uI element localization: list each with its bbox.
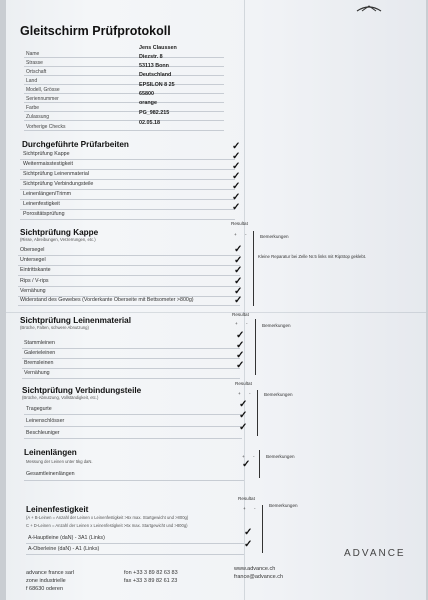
row-line (24, 426, 242, 427)
section-heading-leinenmaterial: Sichtprüfung Leinenmaterial (20, 316, 131, 325)
footer-phone: fon +33 3 89 82 63 83 (124, 570, 178, 576)
advance-logo-icon (356, 5, 382, 17)
remark-text: Kleine Reparatur bei Zelle Nr.5 links mit RipStop geklebt. (258, 254, 367, 259)
section-note: (A + B-Leinen = Anzahl der Leinen x Leinenfestigkeit >6x max. Startgewicht und >800g) (26, 515, 189, 520)
row-line (24, 102, 224, 103)
check-mark-icon: ✓ (236, 360, 245, 371)
row-line (24, 93, 224, 94)
kappe-item: Untersegel (20, 257, 46, 263)
row-line (24, 75, 224, 76)
check-mark-icon: ✓ (232, 181, 241, 192)
section-subtitle: (Brüche, Falten, schwere Abnutzung) (20, 325, 89, 330)
verbindung-item: Leinenschlösser (26, 418, 65, 424)
check-mark-icon: ✓ (244, 539, 253, 550)
detail-value: PG_982.215 (139, 110, 170, 116)
row-line (18, 265, 240, 266)
bemerkungen-label: Bemerkungen (266, 454, 295, 459)
row-line (22, 378, 240, 379)
check-mark-icon: ✓ (234, 255, 243, 266)
row-line (22, 348, 240, 349)
minus-label: - (254, 506, 256, 511)
row-line (24, 438, 242, 439)
column-divider (259, 450, 260, 478)
check-mark-icon: ✓ (234, 295, 243, 306)
row-line (24, 480, 244, 481)
detail-label: Vorherige Checks (26, 124, 66, 130)
detail-label: Modell, Grösse (26, 87, 60, 93)
check-mark-icon: ✓ (232, 141, 241, 152)
check-mark-icon: ✓ (232, 151, 241, 162)
check-mark-icon: ✓ (234, 276, 243, 287)
check-mark-icon: ✓ (234, 286, 243, 297)
leinen-item: Bremsleinen (24, 360, 54, 366)
footer-company-line: advance france sarl (26, 570, 74, 576)
check-mark-icon: ✓ (239, 410, 248, 421)
row-line (24, 414, 242, 415)
section-heading-leinenfestigkeit: Leinenfestigkeit (26, 505, 89, 514)
row-line (22, 368, 240, 369)
plus-label: + (238, 391, 241, 396)
detail-value: orange (139, 100, 157, 106)
bemerkungen-label: Bemerkungen (264, 392, 293, 397)
check-mark-icon: ✓ (234, 244, 243, 255)
row-line (24, 130, 224, 131)
section-subtitle: Messung der Leinen unter 5kg daN. (26, 459, 93, 464)
row-line (20, 189, 235, 190)
footer-web: www.advance.ch (234, 566, 276, 572)
kappe-item: Widerstand des Gewebes (Vorderkante Oberseite mit Bettsometer >800g) (20, 297, 194, 303)
festigkeit-item: A-Oberleine (daN) - A1 (Links) (28, 546, 100, 552)
footer-email: france@advance.ch (234, 574, 284, 580)
check-mark-icon: ✓ (232, 192, 241, 203)
plus-label: + (242, 454, 245, 459)
row-line (24, 111, 224, 112)
bemerkungen-label: Bemerkungen (269, 503, 298, 508)
check-mark-icon: ✓ (232, 171, 241, 182)
detail-label: Strasse (26, 60, 43, 66)
detail-label: Land (26, 78, 38, 84)
row-line (24, 57, 224, 58)
row-line (20, 219, 235, 220)
verbindung-item: Tragegurte (26, 406, 52, 412)
kappe-item: Obersegel (20, 247, 45, 253)
resultat-label: Resultat (232, 312, 249, 317)
section-heading-durchgefuehrt: Durchgeführte Prüfarbeiten (22, 140, 129, 149)
plus-label: + (243, 506, 246, 511)
minus-label: - (245, 232, 247, 237)
work-item: Sichtprüfung Leinenmaterial (23, 171, 89, 177)
row-line (20, 199, 235, 200)
leinen-item: Vernähung (24, 370, 50, 376)
detail-value: EPSILON 8 25 (139, 82, 175, 88)
check-mark-icon: ✓ (239, 422, 248, 433)
plus-label: + (235, 321, 238, 326)
footer-company-line: zone industrielle (26, 578, 66, 584)
section-heading-kappe: Sichtprüfung Kappe (20, 228, 99, 237)
kappe-item: Vernähung (20, 288, 46, 294)
resultat-label: Resultat (235, 381, 252, 386)
section-heading-verbindungsteile: Sichtprüfung Verbindungsteile (22, 386, 142, 395)
verbindung-item: Beschleuniger (26, 430, 60, 436)
work-item: Leinenfestigkeit (23, 201, 60, 207)
section-heading-leinenlaengen: Leinenlängen (24, 448, 77, 457)
section-note: C + D-Leinen = Anzahl der Leinen x Leinenfestigkeit >6x max. Startgewicht und >800g) (26, 523, 188, 528)
footer-company-line: f 68630 oderen (26, 586, 64, 592)
minus-label: - (253, 454, 255, 459)
resultat-label: Resultat (231, 221, 248, 226)
detail-value: 02.05.18 (139, 120, 160, 126)
check-mark-icon: ✓ (239, 399, 248, 410)
row-line (20, 159, 235, 160)
footer-fax: fax +33 3 89 82 61 23 (124, 578, 178, 584)
work-item: Leinenlängen/Trimm (23, 191, 72, 197)
check-mark-icon: ✓ (234, 265, 243, 276)
row-line (26, 554, 244, 555)
check-mark-icon: ✓ (244, 527, 253, 538)
plus-label: + (234, 232, 237, 237)
row-line (24, 120, 224, 121)
work-item: Sichtprüfung Kappe (23, 151, 70, 157)
leinen-item: Galerieleinen (24, 350, 56, 356)
detail-value: 65800 (139, 91, 154, 97)
row-line (18, 255, 240, 256)
row-line (18, 305, 240, 306)
advance-wordmark: ADVANCE (344, 548, 406, 559)
row-line (26, 543, 244, 544)
leinen-item: Stammleinen (24, 340, 55, 346)
row-line (20, 209, 235, 210)
section-subtitle: (Brüche, Abnutzung, Vollständigkeit, etc.) (22, 395, 99, 400)
detail-label: Ortschaft (26, 69, 47, 75)
paper-fold-horizontal (6, 312, 426, 313)
check-mark-icon: ✓ (232, 202, 241, 213)
check-mark-icon: ✓ (236, 330, 245, 341)
kappe-item: Eintrittskante (20, 267, 51, 273)
detail-label: Name (26, 51, 40, 57)
kappe-item: Rips / V-rips (20, 278, 49, 284)
detail-value: Jens Claussen (139, 45, 177, 51)
protocol-sheet (6, 0, 426, 600)
festigkeit-item: A-Hauptleine (daN) - 3A1 (Links) (28, 535, 105, 541)
laengen-item: Gesamtleinenlängen (26, 471, 75, 477)
check-mark-icon: ✓ (236, 340, 245, 351)
minus-label: - (246, 321, 248, 326)
row-line (20, 169, 235, 170)
detail-value: Deutschland (139, 72, 172, 78)
check-mark-icon: ✓ (242, 459, 251, 470)
column-divider (262, 505, 263, 553)
row-line (20, 179, 235, 180)
detail-label: Seriennummer (26, 96, 59, 102)
section-subtitle: (Risse, Abreibungen, Verzerrungen, etc.) (20, 237, 96, 242)
detail-value: 53113 Bonn (139, 63, 169, 69)
detail-value: Diezstr. 8 (139, 54, 163, 60)
row-line (24, 84, 224, 85)
work-item: Weitermaisstestigkeit (23, 161, 73, 167)
column-divider (255, 319, 256, 375)
row-line (22, 358, 240, 359)
resultat-label: Resultat (238, 496, 255, 501)
column-divider (253, 231, 254, 306)
page-title: Gleitschirm Prüfprotokoll (20, 24, 171, 38)
check-mark-icon: ✓ (236, 350, 245, 361)
detail-label: Farbe (26, 105, 40, 111)
check-mark-icon: ✓ (232, 161, 241, 172)
work-item: Sichtprüfung Verbindungsteile (23, 181, 94, 187)
bemerkungen-label: Bemerkungen (262, 323, 291, 328)
detail-label: Zulassung (26, 114, 50, 120)
minus-label: - (249, 391, 251, 396)
row-line (18, 286, 240, 287)
row-line (18, 275, 240, 276)
bemerkungen-label: Bemerkungen (260, 234, 289, 239)
column-divider (257, 390, 258, 436)
row-line (24, 66, 224, 67)
work-item: Porositätsprüfung (23, 211, 65, 217)
